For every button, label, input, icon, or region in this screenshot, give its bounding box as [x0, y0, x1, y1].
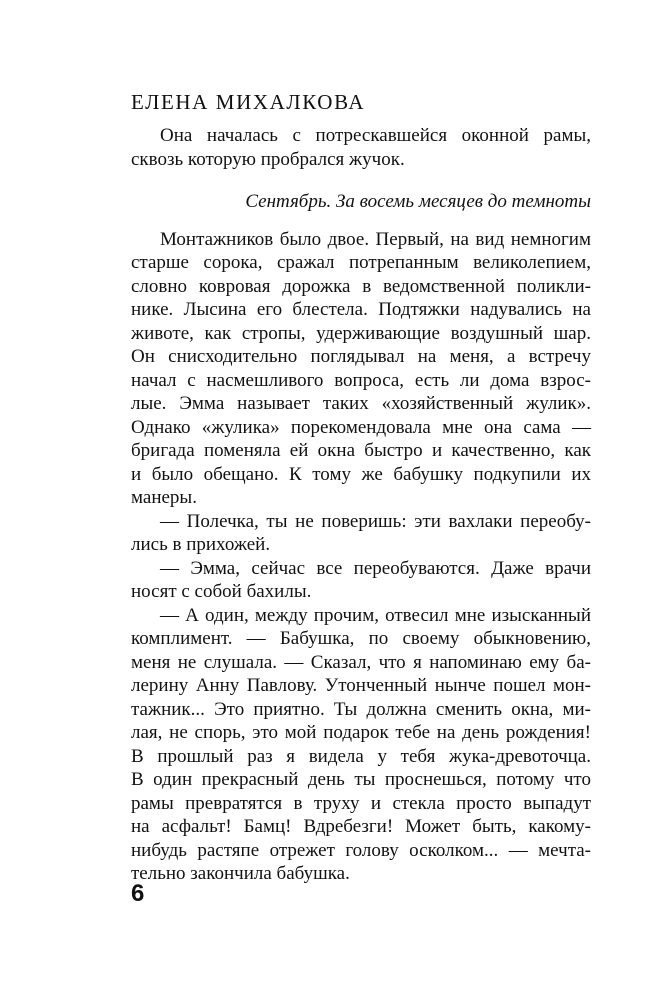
text-line: манеры.	[131, 487, 197, 508]
text-line: словно ковровая дорожка в ведомственной поликли-	[131, 275, 591, 297]
text-line: и было обещано. К тому же бабушку подкупили их	[131, 463, 591, 485]
text-line: нике. Лысина его блестела. Подтяжки надувались на	[131, 299, 591, 320]
text-line: на асфальт! Бамц! Вдребезги! Может быть, какому-	[131, 816, 591, 837]
text-line: Однако «жулика» порекомендовала мне она сама —	[131, 416, 591, 438]
text-line: — Полечка, ты не поверишь: эти вахлаки переобу-	[160, 510, 591, 532]
page-number: 6	[131, 880, 145, 907]
text-line: лая, не спорь, это мой подарок тебе на день рождения!	[131, 722, 591, 743]
text-line: носят с собой бахилы.	[131, 581, 312, 602]
page-body	[131, 124, 591, 886]
text-line: — Эмма, сейчас все переобуваются. Даже врачи	[160, 557, 591, 579]
text-line: комплимент. — Бабушка, по своему обыкновению,	[131, 628, 591, 649]
text-line: начал с насмешливого вопроса, есть ли дома взрос-	[131, 369, 591, 391]
text-line: тельно закончила бабушка.	[131, 863, 350, 884]
text-line: меня не слушала. — Сказал, что я напоминаю ему ба-	[131, 651, 591, 673]
text-line: лерину Анну Павлову. Утонченный нынче пошел мон-	[131, 675, 591, 696]
text-line: В прошлый раз я видела у тебя жука-древоточца.	[131, 745, 591, 767]
intro-line: Она началась с потрескавшейся оконной рамы,	[160, 125, 591, 146]
text-line: Монтажников было двое. Первый, на вид немногим	[160, 228, 591, 250]
text-line: В один прекрасный день ты проснешься, потому что	[131, 769, 591, 790]
text-line: рамы превратятся в труху и стекла просто выпадут	[131, 792, 591, 814]
running-header-author: ЕЛЕНА МИХАЛКОВА	[131, 90, 366, 114]
text-line: Он снисходительно поглядывал на меня, а встречу	[131, 346, 591, 367]
text-line: нибудь растяпе отрежет голову осколком... — мечта-	[131, 839, 591, 861]
text-line: лись в прихожей.	[131, 534, 271, 555]
text-line: — А один, между прочим, отвесил мне изысканный	[160, 604, 591, 626]
text-line: старше сорока, сражал потрепанным великолепием,	[131, 252, 591, 273]
epigraph: Сентябрь. За восемь месяцев до темноты	[245, 191, 591, 212]
text-line: тажник... Это приятно. Ты должна сменить окна, ми-	[131, 698, 591, 720]
text-line: лые. Эмма называет таких «хозяйственный жулик».	[131, 393, 591, 414]
text-line: животе, как стропы, удерживающие воздушный шар.	[131, 322, 591, 344]
intro-line: сквозь которую пробрался жучок.	[131, 148, 405, 170]
text-line: бригада поменяла ей окна быстро и качественно, как	[131, 440, 591, 461]
